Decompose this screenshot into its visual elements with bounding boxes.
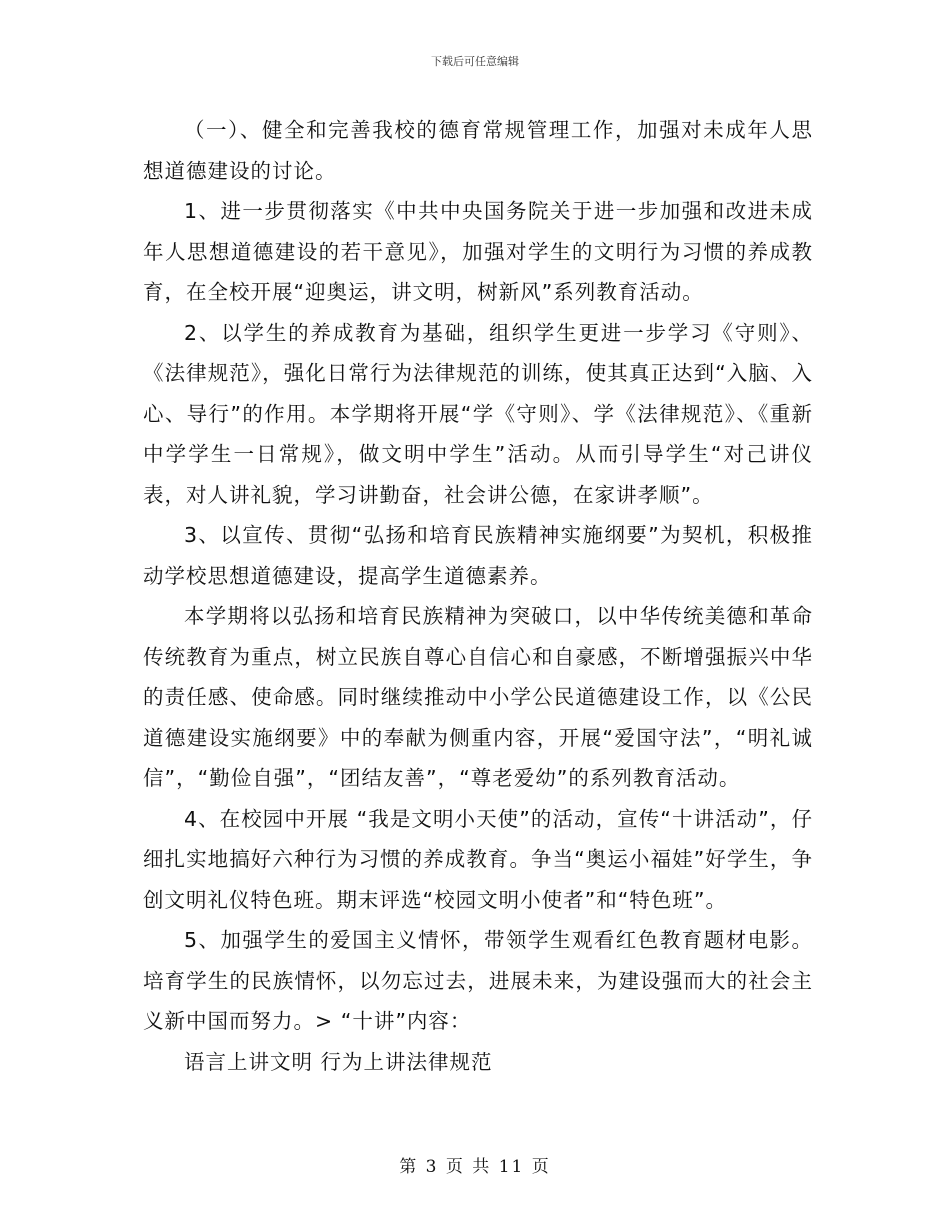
paragraph-item-1: 1、进一步贯彻落实《中共中央国务院关于进一步加强和改进未成年人思想道德建设的若干意见》，加强对学生的文明行为习惯的养成教育，在全校开展“迎奥运，讲文明，树新风”系列教育活动。	[143, 199, 813, 304]
document-body	[143, 110, 813, 1082]
paragraph-section-title: （一）、健全和完善我校的德育常规管理工作，加强对未成年人思想道德建设的讨论。	[143, 118, 813, 183]
paragraph-item-4: 4、在校园中开展 “我是文明小天使”的活动，宣传“十讲活动”，仔细扎实地搞好六种行为习惯的养成教育。争当“奥运小福娃”好学生，争创文明礼仪特色班。期末评选“校园文明小使者”和“特色班”。	[143, 806, 813, 912]
paragraph-item-5: 5、加强学生的爱国主义情怀，带领学生观看红色教育题材电影。培育学生的民族情怀，以勿忘过去，进展未来，为建设强而大的社会主义新中国而努力。> “十讲”内容：	[143, 928, 813, 1033]
paragraph-item-2: 2、以学生的养成教育为基础，组织学生更进一步学习《守则》、《法律规范》，强化日常行为法律规范的训练，使其真正达到“入脑、入心、导行”的作用。本学期将开展“学《守则》、学《法律规范》、《重新中学学生一日常规》，做文明中学生”活动。从而引导学生“对己讲仪表，对人讲礼貌，学习讲勤奋，社会讲公德，在家讲孝顺”。	[143, 320, 813, 507]
page-footer: 第 3 页 共 11 页	[399, 1157, 551, 1177]
paragraph-semester-plan: 本学期将以弘扬和培育民族精神为突破口，以中华传统美德和革命传统教育为重点，树立民族自尊心自信心和自豪感，不断增强振兴中华的责任感、使命感。同时继续推动中小学公民道德建设工作，以《公民道德建设实施纲要》中的奉献为侧重内容，开展“爱国守法”，“明礼诚信”，“勤俭自强”，“团结友善”，“尊老爱幼”的系列教育活动。	[143, 604, 813, 790]
paragraph-ten-talks: 语言上讲文明 行为上讲法律规范	[184, 1049, 493, 1074]
page-header: 下载后可任意编辑	[431, 55, 519, 68]
paragraph-item-3: 3、以宣传、贯彻“弘扬和培育民族精神实施纲要”为契机，积极推动学校思想道德建设，提高学生道德素养。	[143, 523, 813, 588]
